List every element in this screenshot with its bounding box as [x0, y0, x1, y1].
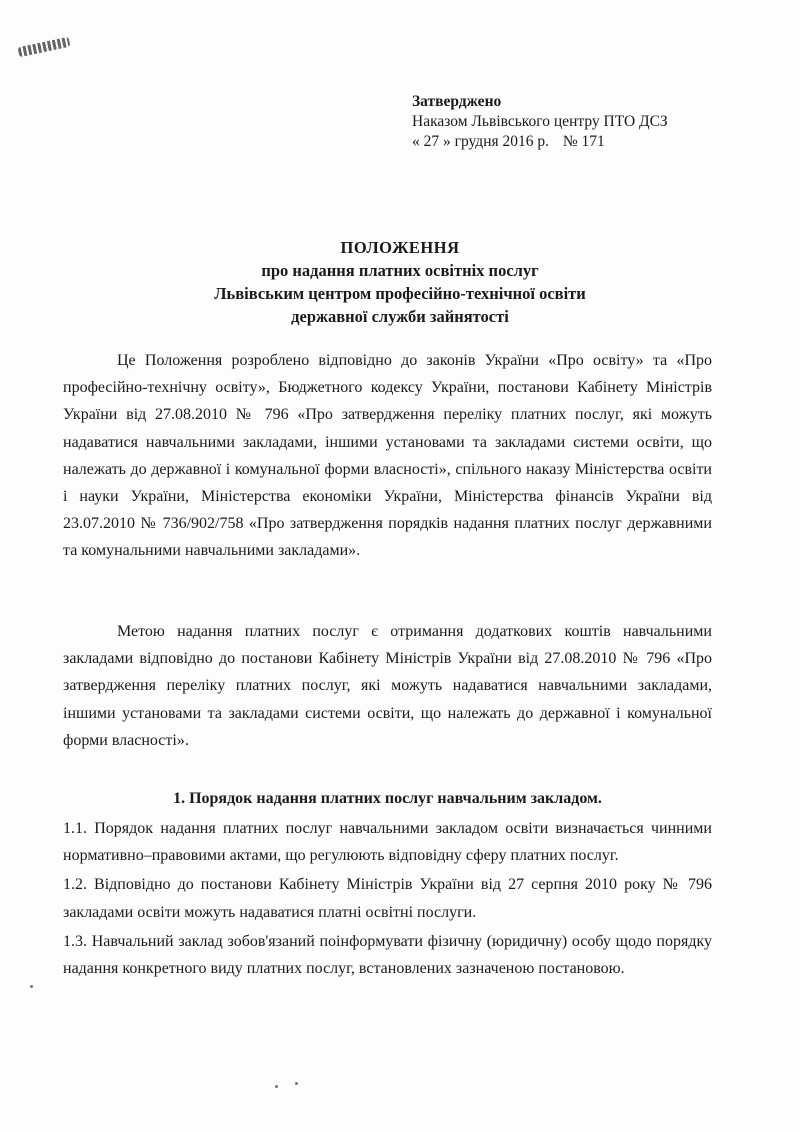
section-1-item-2: 1.2. Відповідно до постанови Кабінету Міністрів України від 27 серпня 2010 року № 796 закладами освіти можуть надаватися платні освітні послуги. [63, 876, 712, 921]
title-line-1: про надання платних освітніх послуг [261, 261, 539, 280]
scan-speck [30, 985, 33, 988]
title-line-2: Львівським центром професійно-технічної освіти [214, 284, 586, 303]
section-1-items [63, 815, 712, 984]
approved-label: Затверджено [412, 93, 502, 110]
approval-date: « 27 » грудня 2016 р. [412, 133, 549, 150]
section-1-item-3: 1.3. Навчальний заклад зобов'язаний поінформувати фізичну (юридичну) особу щодо порядку надання конкретного виду платних послуг, встановлених зазначеною постановою. [63, 932, 712, 978]
scan-speck [275, 1085, 278, 1088]
intro-paragraph-block [63, 347, 712, 565]
approval-date-line [412, 132, 668, 152]
title-line-3: державної служби зайнятості [291, 307, 509, 326]
approval-stamp [412, 92, 668, 152]
title-heading: ПОЛОЖЕННЯ [340, 238, 460, 257]
approval-order: Наказом Львівського центру ПТО ДСЗ [412, 113, 668, 130]
document-title [60, 236, 740, 328]
purpose-paragraph-block [63, 618, 712, 754]
section-1-title: 1. Порядок надання платних послуг навчальним закладом. [173, 790, 602, 807]
intro-paragraph: Це Положення розроблено відповідно до законів України «Про освіту» та «Про професійно-технічну освіту», Бюджетного кодексу України, постанови Кабінету Міністрів України від 27.08.2010 № 796 «Про затвердження переліку платних послуг, які можуть надаватися навчальними закладами, іншими установами та закладами системи освіти, що належать до державної і комунальної форми власності», спільного наказу Міністерства освіти і науки України, Міністерства економіки України, Міністерства фінансів України від 23.07.2010 № 736/902/758 «Про затвердження порядків надання платних послуг державними та комунальними навчальними закладами». [63, 352, 712, 560]
approval-number: № 171 [562, 133, 605, 150]
section-1-item-1: 1.1. Порядок надання платних послуг навчальними закладом освіти визначається чинними нормативно–правовими актами, що регулюють відповідну сферу платних послуг. [63, 820, 712, 865]
scan-artifact [18, 37, 71, 58]
purpose-paragraph: Метою надання платних послуг є отримання додаткових коштів навчальними закладами відповідно до постанови Кабінету Міністрів України від 27.08.2010 № 796 «Про затвердження переліку платних послуг, які можуть надаватися навчальними закладами, іншими установами та закладами системи освіти, що належать до державної і комунальної форми власності». [63, 623, 712, 749]
scan-speck [295, 1082, 298, 1085]
